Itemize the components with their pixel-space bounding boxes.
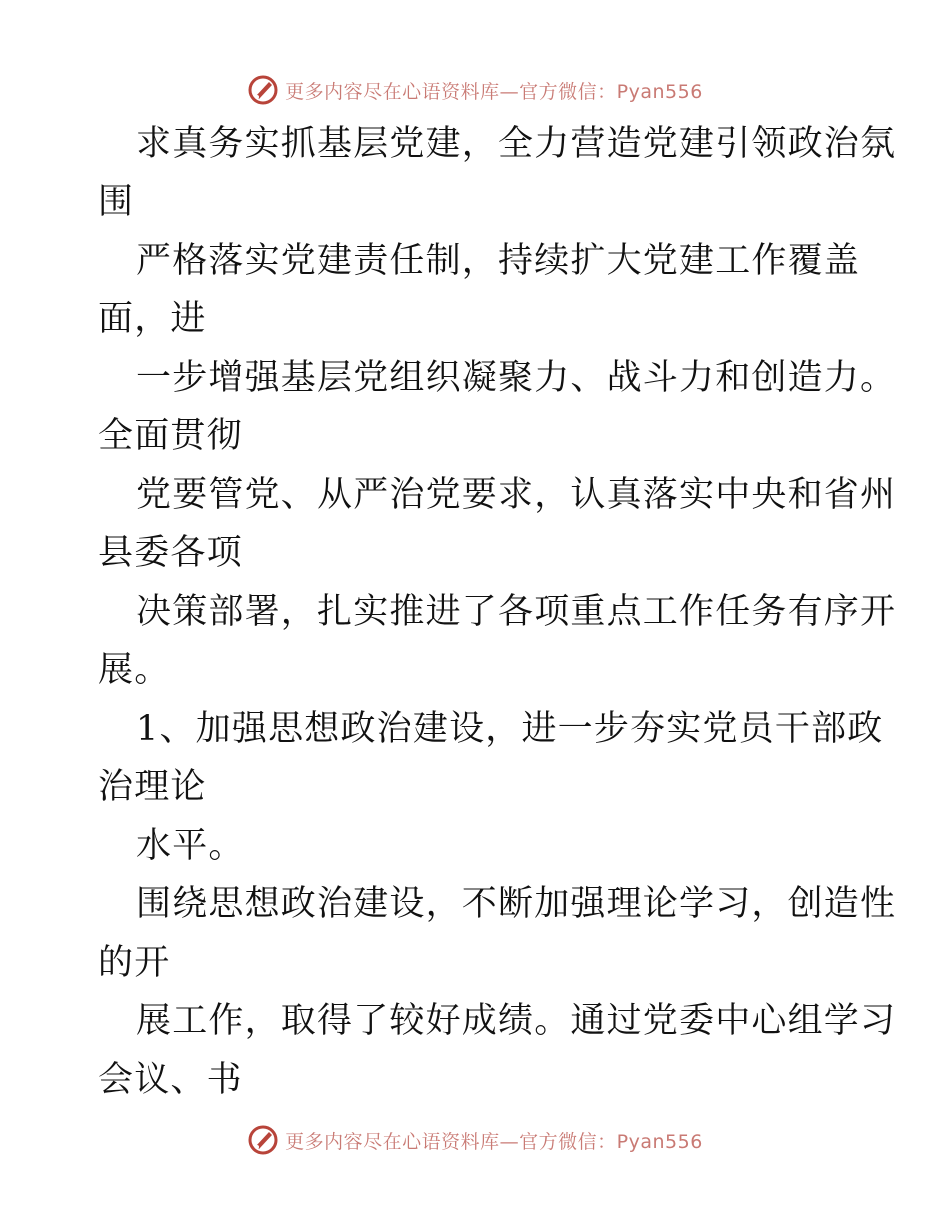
paragraph-line: 1、加强思想政治建设，进一步夯实党员干部政 <box>136 709 884 749</box>
paragraph-line: 决策部署，扎实推进了各项重点工作任务有序开 <box>136 592 897 632</box>
watermark-site-text: 更多内容尽在心语资料库 <box>285 80 500 103</box>
paragraph-line: 党要管党、从严治党要求，认真落实中央和省州 <box>136 475 897 515</box>
watermark-contact: 官方微信：Pyan556 <box>519 1130 703 1153</box>
paragraph-line: 展。 <box>98 650 171 690</box>
paragraph-line: 围绕思想政治建设，不断加强理论学习，创造性 <box>136 884 897 924</box>
header-watermark <box>0 70 950 110</box>
paragraph-line: 围 <box>98 182 135 222</box>
pen-logo-icon <box>247 1124 279 1156</box>
footer-watermark <box>0 1120 950 1160</box>
watermark-text <box>285 1127 703 1154</box>
paragraph-line: 会议、书 <box>98 1060 243 1100</box>
pen-logo-icon <box>247 74 279 106</box>
paragraph-line: 水平。 <box>136 826 245 866</box>
paragraph-line: 求真务实抓基层党建，全力营造党建引领政治氛 <box>136 124 897 164</box>
paragraph-line: 全面贯彻 <box>98 416 243 456</box>
paragraph-line: 面，进 <box>98 299 207 339</box>
paragraph-line: 展工作，取得了较好成绩。通过党委中心组学习 <box>136 1001 897 1041</box>
paragraph-line: 一步增强基层党组织凝聚力、战斗力和创造力。 <box>136 358 897 398</box>
watermark-text <box>285 77 703 104</box>
watermark-site-text: 更多内容尽在心语资料库 <box>285 1130 500 1153</box>
paragraph-line: 的开 <box>98 943 171 983</box>
watermark-separator: — <box>499 80 520 103</box>
paragraph-line: 严格落实党建责任制，持续扩大党建工作覆盖 <box>136 241 861 281</box>
paragraph-line: 县委各项 <box>98 533 243 573</box>
watermark-separator: — <box>499 1130 520 1153</box>
watermark-contact: 官方微信：Pyan556 <box>519 80 703 103</box>
paragraph-line: 治理论 <box>98 767 207 807</box>
